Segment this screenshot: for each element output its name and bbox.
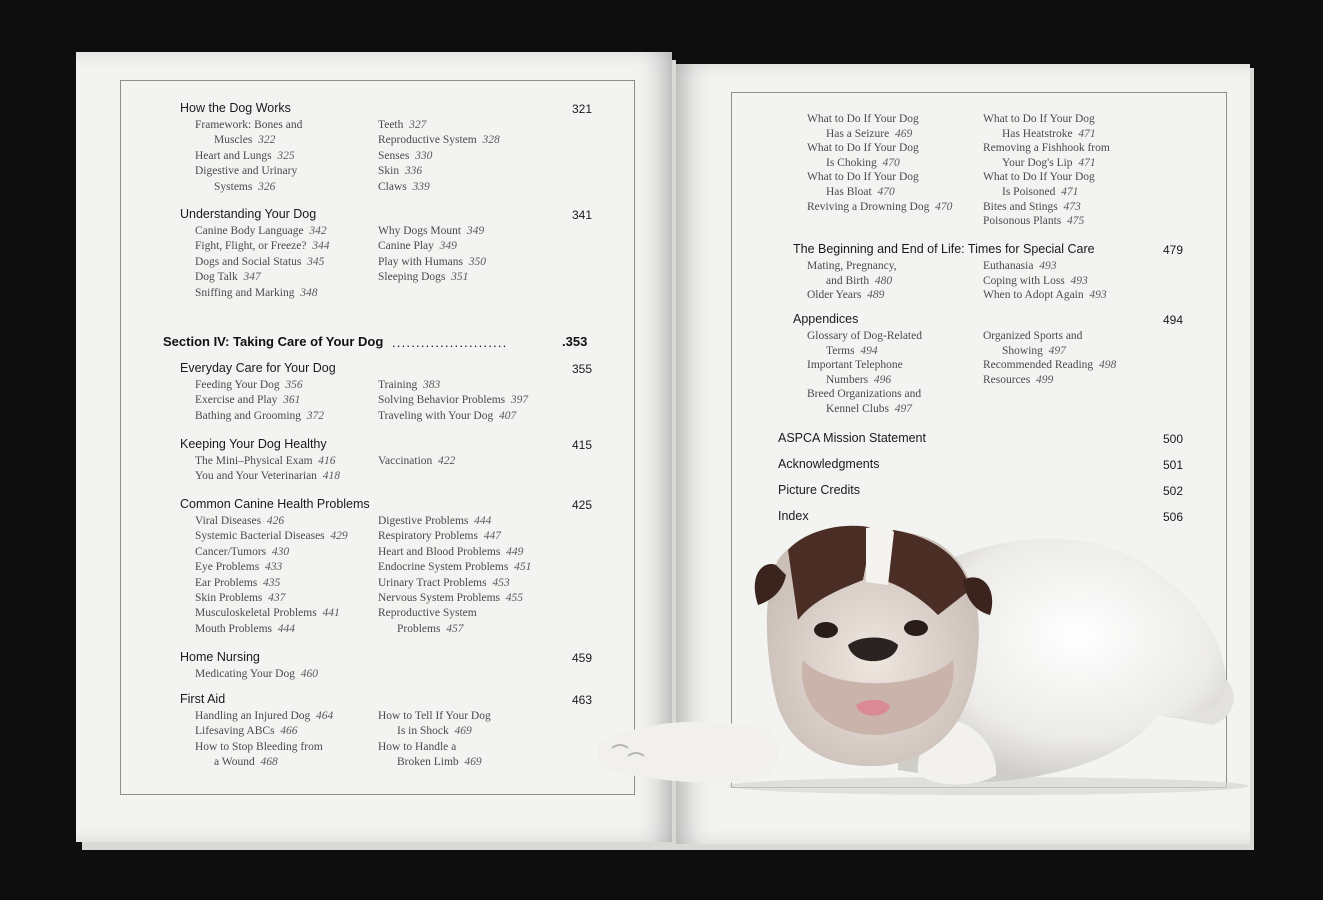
toc-sub-entry-text: Eye Problems bbox=[195, 561, 260, 574]
toc-sub-entry-text: Older Years bbox=[807, 289, 862, 302]
toc-sub-entry-text: Broken Limb bbox=[397, 756, 459, 769]
toc-sub-entry[interactable] bbox=[378, 561, 531, 573]
toc-sub-entry-page: 471 bbox=[1061, 186, 1079, 198]
toc-sub-entry[interactable] bbox=[378, 546, 523, 558]
toc-sub-entry[interactable] bbox=[826, 157, 900, 169]
toc-sub-entry[interactable] bbox=[195, 165, 297, 177]
toc-sub-entry-text: Cancer/Tumors bbox=[195, 545, 267, 558]
toc-sub-entry-page: 444 bbox=[277, 622, 295, 635]
toc-sub-entry[interactable] bbox=[397, 756, 482, 768]
toc-sub-entry-page: 451 bbox=[514, 561, 532, 574]
toc-sub-entry-text: Mating, Pregnancy, bbox=[807, 260, 897, 272]
toc-sub-entry-text: Bathing and Grooming bbox=[195, 409, 302, 422]
toc-sub-entry[interactable] bbox=[378, 181, 430, 193]
toc-sub-entry-page: 322 bbox=[258, 134, 276, 147]
toc-sub-entry-page: 473 bbox=[1063, 200, 1081, 213]
toc-sub-entry-text: Systemic Bacterial Diseases bbox=[195, 530, 325, 543]
toc-sub-entry[interactable] bbox=[378, 256, 486, 268]
toc-sub-entry[interactable] bbox=[195, 561, 282, 573]
toc-sub-entry[interactable] bbox=[983, 359, 1116, 371]
toc-sub-entry-page: 416 bbox=[318, 455, 336, 467]
toc-sub-entry-text: Viral Diseases bbox=[195, 515, 262, 527]
toc-heading[interactable]: First Aid bbox=[180, 692, 226, 706]
toc-sub-entry-text: Glossary of Dog-Related bbox=[807, 330, 922, 342]
toc-sub-entry-page: 327 bbox=[409, 119, 427, 131]
toc-sub-entry[interactable] bbox=[807, 260, 897, 272]
toc-sub-entry-page: 345 bbox=[307, 255, 325, 268]
toc-sub-entry-text: Problems bbox=[397, 622, 441, 635]
toc-sub-entry-text: What to Do If Your Dog bbox=[807, 142, 919, 155]
toc-sub-entry-text: When to Adopt Again bbox=[983, 289, 1084, 302]
toc-sub-entry[interactable] bbox=[378, 165, 422, 177]
toc-sub-entry[interactable] bbox=[214, 181, 275, 193]
toc-sub-entry[interactable] bbox=[195, 225, 327, 237]
toc-sub-entry-page: 466 bbox=[280, 725, 298, 738]
toc-sub-entry-text: Digestive and Urinary bbox=[195, 165, 298, 178]
toc-sub-entry-page: 469 bbox=[454, 725, 472, 738]
toc-sub-entry-text: Medicating Your Dog bbox=[195, 668, 295, 680]
toc-sub-entry[interactable] bbox=[195, 119, 302, 131]
toc-sub-entry-text: Heart and Blood Problems bbox=[378, 545, 501, 558]
toc-sub-entry-text: Mouth Problems bbox=[195, 622, 272, 635]
toc-sub-entry-text: Endocrine System Problems bbox=[378, 561, 509, 574]
toc-sub-entry[interactable] bbox=[983, 330, 1082, 342]
toc-sub-entry[interactable] bbox=[807, 359, 903, 371]
toc-heading-page: 459 bbox=[571, 651, 592, 665]
toc-sub-entry-page: 469 bbox=[464, 756, 482, 769]
toc-heading-page: 463 bbox=[571, 693, 592, 707]
toc-sub-entry[interactable] bbox=[807, 330, 922, 342]
toc-sub-entry[interactable] bbox=[378, 741, 456, 753]
toc-heading-page: 355 bbox=[571, 362, 592, 376]
toc-sub-entry[interactable] bbox=[983, 289, 1107, 301]
toc-sub-entry-text: Why Dogs Mount bbox=[378, 225, 462, 237]
toc-sub-entry-page: 496 bbox=[873, 373, 892, 386]
toc-sub-entry-page: 397 bbox=[510, 394, 529, 407]
toc-sub-entry[interactable] bbox=[214, 134, 275, 146]
toc-sub-entry[interactable] bbox=[983, 260, 1056, 272]
toc-sub-entry-text: Respiratory Problems bbox=[378, 530, 478, 543]
toc-sub-entry[interactable] bbox=[378, 134, 500, 146]
toc-sub-entry[interactable] bbox=[1002, 157, 1096, 169]
toc-sub-entry-text: How to Tell If Your Dog bbox=[378, 710, 491, 722]
toc-sub-entry-page: 471 bbox=[1078, 127, 1096, 140]
toc-sub-entry-page: 497 bbox=[894, 403, 912, 415]
toc-backmatter-title[interactable]: Picture Credits bbox=[778, 483, 860, 497]
toc-sub-entry-page: 336 bbox=[404, 165, 423, 178]
toc-sub-entry-text: a Wound bbox=[214, 756, 255, 769]
toc-heading-page: 321 bbox=[571, 102, 592, 116]
toc-sub-entry-text: The Mini–Physical Exam bbox=[195, 455, 313, 467]
toc-sub-entry-text: Organized Sports and bbox=[983, 330, 1083, 342]
toc-sub-entry[interactable] bbox=[195, 725, 298, 737]
toc-sub-entry-text: How to Handle a bbox=[378, 740, 457, 753]
toc-sub-entry-text: Claws bbox=[378, 180, 407, 193]
toc-sub-entry-text: Recommended Reading bbox=[983, 359, 1094, 372]
toc-sub-entry-text: Vaccination bbox=[378, 455, 433, 467]
toc-sub-entry[interactable] bbox=[378, 225, 484, 237]
toc-sub-entry[interactable] bbox=[195, 240, 329, 252]
toc-sub-entry[interactable] bbox=[195, 710, 333, 722]
toc-sub-entry[interactable] bbox=[807, 388, 921, 400]
toc-sub-entry-page: 469 bbox=[894, 127, 913, 140]
toc-sub-entry[interactable] bbox=[983, 275, 1088, 287]
toc-sub-entry-text: What to Do If Your Dog bbox=[983, 113, 1095, 125]
toc-sub-entry-text: Handling an Injured Dog bbox=[195, 710, 311, 722]
toc-backmatter-title[interactable]: Index bbox=[778, 509, 809, 523]
toc-sub-entry[interactable] bbox=[1002, 186, 1078, 198]
toc-sub-entry-text: Is Poisoned bbox=[1002, 186, 1056, 198]
toc-sub-entry-page: 457 bbox=[446, 622, 464, 635]
toc-sub-entry-page: 344 bbox=[312, 240, 330, 253]
toc-sub-entry[interactable] bbox=[807, 289, 884, 301]
toc-sub-entry-text: Ear Problems bbox=[195, 576, 258, 589]
toc-sub-entry[interactable] bbox=[1002, 345, 1066, 357]
toc-sub-entry-text: Reproductive System bbox=[378, 134, 477, 147]
toc-backmatter-page: 501 bbox=[1162, 458, 1183, 472]
toc-sub-entry-text: Reviving a Drowning Dog bbox=[807, 200, 930, 213]
toc-sub-entry-text: Dogs and Social Status bbox=[195, 255, 302, 268]
toc-heading-page: 479 bbox=[1162, 243, 1183, 257]
toc-sub-entry-page: 326 bbox=[258, 180, 276, 193]
toc-heading[interactable]: Understanding Your Dog bbox=[180, 207, 317, 221]
toc-sub-entry-text: Terms bbox=[826, 344, 855, 357]
toc-sub-entry-page: 328 bbox=[482, 134, 500, 147]
toc-sub-entry-text: Senses bbox=[378, 149, 410, 162]
toc-sub-entry-page: 470 bbox=[935, 200, 953, 213]
toc-sub-entry-text: Coping with Loss bbox=[983, 274, 1065, 287]
toc-heading-page: 341 bbox=[571, 208, 592, 222]
toc-sub-entry-text: Lifesaving ABCs bbox=[195, 725, 275, 738]
toc-heading-page: 494 bbox=[1162, 313, 1183, 327]
toc-sub-entry-page: 455 bbox=[505, 592, 524, 604]
toc-heading[interactable]: How the Dog Works bbox=[180, 101, 291, 115]
toc-sub-entry-text: What to Do If Your Dog bbox=[807, 171, 919, 184]
toc-sub-entry-text: Exercise and Play bbox=[195, 394, 278, 407]
toc-sub-entry-text: Skin Problems bbox=[195, 592, 263, 604]
toc-sub-entry[interactable] bbox=[378, 455, 455, 467]
toc-sub-entry-text: Urinary Tract Problems bbox=[378, 576, 487, 589]
toc-sub-entry-page: 460 bbox=[300, 668, 318, 680]
toc-sub-entry-text: Dog Talk bbox=[195, 271, 238, 284]
toc-sub-entry[interactable] bbox=[195, 623, 295, 635]
toc-sub-entry[interactable] bbox=[214, 756, 278, 768]
toc-sub-entry-text: Poisonous Plants bbox=[983, 215, 1062, 228]
toc-sub-entry[interactable] bbox=[195, 577, 280, 589]
section-leader: ........................ bbox=[392, 335, 508, 350]
toc-sub-entry-page: 441 bbox=[322, 607, 340, 620]
toc-sub-entry-page: 498 bbox=[1098, 359, 1117, 372]
toc-sub-entry[interactable] bbox=[378, 530, 501, 542]
toc-sub-entry-page: 348 bbox=[300, 286, 318, 299]
toc-sub-entry-text: Muscles bbox=[214, 134, 253, 147]
toc-sub-entry-text: Canine Body Language bbox=[195, 225, 304, 237]
toc-heading[interactable]: The Beginning and End of Life: Times for Special Care bbox=[793, 242, 1095, 256]
toc-sub-entry-text: Skin bbox=[378, 165, 400, 178]
toc-sub-entry[interactable] bbox=[378, 410, 516, 422]
toc-sub-entry-page: 347 bbox=[243, 271, 261, 284]
toc-sub-entry[interactable] bbox=[378, 271, 468, 283]
toc-sub-entry-page: 361 bbox=[283, 394, 301, 407]
toc-sub-entry[interactable] bbox=[397, 725, 472, 737]
toc-sub-entry-page: 422 bbox=[438, 455, 456, 467]
toc-sub-entry-text: Solving Behavior Problems bbox=[378, 394, 506, 407]
toc-sub-entry-text: Systems bbox=[214, 180, 253, 193]
toc-sub-entry[interactable] bbox=[378, 592, 523, 604]
toc-sub-entry-page: 494 bbox=[860, 344, 878, 357]
toc-sub-entry[interactable] bbox=[378, 379, 440, 391]
toc-heading-page: 425 bbox=[571, 498, 592, 512]
toc-sub-entry-page: 372 bbox=[306, 409, 325, 422]
toc-sub-entry[interactable] bbox=[195, 741, 323, 753]
toc-sub-entry[interactable] bbox=[826, 403, 912, 415]
toc-backmatter-page: 506 bbox=[1162, 510, 1183, 524]
toc-sub-entry-page: 499 bbox=[1036, 373, 1054, 386]
toc-sub-entry-page: 342 bbox=[309, 225, 327, 237]
toc-sub-entry[interactable] bbox=[195, 379, 303, 391]
toc-sub-entry-text: Has a Seizure bbox=[826, 127, 890, 140]
toc-sub-entry-page: 383 bbox=[422, 379, 441, 391]
toc-sub-entry[interactable] bbox=[195, 271, 261, 283]
toc-sub-entry-page: 350 bbox=[468, 255, 486, 268]
toc-sub-entry-page: 468 bbox=[260, 756, 278, 769]
toc-sub-entry-page: 349 bbox=[466, 225, 485, 237]
toc-sub-entry[interactable] bbox=[807, 113, 919, 125]
toc-sub-entry-page: 475 bbox=[1067, 215, 1085, 228]
toc-sub-entry-text: Sleeping Dogs bbox=[378, 271, 446, 284]
toc-backmatter-title[interactable]: Acknowledgments bbox=[778, 457, 880, 471]
toc-sub-entry[interactable] bbox=[195, 607, 340, 619]
toc-sub-entry-page: 435 bbox=[263, 576, 281, 589]
toc-sub-entry-page: 493 bbox=[1089, 289, 1107, 302]
toc-sub-entry-text: Digestive Problems bbox=[378, 515, 469, 527]
toc-sub-entry-text: Reproductive System bbox=[378, 607, 477, 620]
toc-sub-entry[interactable] bbox=[826, 345, 878, 357]
toc-sub-entry-page: 429 bbox=[330, 530, 348, 543]
toc-sub-entry-text: Teeth bbox=[378, 119, 404, 131]
toc-sub-entry-text: What to Do If Your Dog bbox=[807, 113, 919, 125]
toc-sub-entry[interactable] bbox=[195, 546, 289, 558]
toc-sub-entry-text: Is in Shock bbox=[397, 725, 449, 738]
toc-sub-entry-page: 489 bbox=[867, 289, 885, 302]
toc-heading[interactable]: Everyday Care for Your Dog bbox=[180, 361, 336, 375]
toc-heading[interactable]: Home Nursing bbox=[180, 650, 260, 664]
toc-heading-page: 415 bbox=[571, 438, 592, 452]
toc-sub-entry[interactable] bbox=[195, 150, 295, 162]
toc-sub-entry-text: Is Choking bbox=[826, 156, 877, 169]
toc-sub-entry[interactable] bbox=[983, 201, 1081, 213]
toc-sub-entry[interactable] bbox=[807, 171, 919, 183]
toc-sub-entry-page: 470 bbox=[882, 156, 900, 169]
toc-backmatter-page: 500 bbox=[1162, 432, 1183, 446]
toc-sub-entry[interactable] bbox=[983, 374, 1053, 386]
toc-sub-entry-text: Has Bloat bbox=[826, 186, 872, 198]
toc-sub-entry-page: 356 bbox=[285, 379, 303, 391]
toc-sub-entry-page: 351 bbox=[451, 271, 469, 284]
toc-sub-entry[interactable] bbox=[1002, 128, 1096, 140]
toc-sub-entry[interactable] bbox=[195, 668, 318, 680]
toc-sub-entry-page: 339 bbox=[412, 180, 430, 193]
toc-sub-entry[interactable] bbox=[195, 592, 285, 604]
toc-sub-entry[interactable] bbox=[378, 119, 426, 131]
toc-sub-entry[interactable] bbox=[195, 455, 336, 467]
toc-sub-entry-page: 330 bbox=[415, 149, 433, 162]
toc-sub-entry-text: Nervous System Problems bbox=[378, 592, 501, 604]
toc-sub-entry-text: You and Your Veterinarian bbox=[195, 470, 317, 483]
bulldog-photo bbox=[598, 520, 1248, 795]
toc-sub-entry-text: Has Heatstroke bbox=[1002, 127, 1073, 140]
section-title: Section IV: Taking Care of Your Dog bbox=[163, 334, 384, 349]
toc-sub-entry-text: Euthanasia bbox=[983, 260, 1034, 272]
toc-sub-entry-page: 493 bbox=[1070, 274, 1088, 287]
toc-sub-entry-text: Kennel Clubs bbox=[826, 403, 889, 415]
toc-sub-entry-page: 453 bbox=[492, 576, 510, 589]
toc-sub-entry-page: 444 bbox=[474, 515, 492, 527]
toc-sub-entry-text: How to Stop Bleeding from bbox=[195, 740, 323, 753]
toc-sub-entry[interactable] bbox=[195, 515, 284, 527]
toc-sub-entry-text: Framework: Bones and bbox=[195, 119, 303, 131]
toc-sub-entry-text: Sniffing and Marking bbox=[195, 286, 295, 299]
toc-sub-entry[interactable] bbox=[195, 470, 340, 482]
toc-sub-entry-text: Training bbox=[378, 379, 418, 391]
toc-sub-entry-page: 418 bbox=[322, 470, 340, 483]
toc-sub-entry-text: Numbers bbox=[826, 373, 869, 386]
toc-sub-entry-page: 480 bbox=[874, 274, 893, 287]
toc-sub-entry-text: Your Dog's Lip bbox=[1002, 156, 1073, 169]
toc-sub-entry-page: 325 bbox=[277, 149, 295, 162]
toc-sub-entry-page: 437 bbox=[268, 592, 286, 604]
toc-sub-entry[interactable] bbox=[378, 240, 457, 252]
toc-sub-entry[interactable] bbox=[378, 394, 528, 406]
toc-sub-entry[interactable] bbox=[195, 410, 324, 422]
toc-sub-entry-page: 407 bbox=[498, 409, 517, 422]
toc-sub-entry-text: Removing a Fishhook from bbox=[983, 142, 1110, 155]
toc-sub-entry-page: 430 bbox=[271, 545, 290, 558]
toc-sub-entry-page: 470 bbox=[877, 186, 895, 198]
toc-heading[interactable]: Appendices bbox=[793, 312, 859, 326]
toc-sub-entry-text: Heart and Lungs bbox=[195, 149, 272, 162]
toc-sub-entry-text: Resources bbox=[983, 373, 1031, 386]
toc-sub-entry[interactable] bbox=[983, 113, 1095, 125]
toc-sub-entry-page: 433 bbox=[264, 561, 283, 574]
toc-sub-entry[interactable] bbox=[378, 150, 432, 162]
toc-sub-entry[interactable] bbox=[195, 394, 300, 406]
toc-sub-entry-page: 449 bbox=[506, 545, 524, 558]
toc-sub-entry[interactable] bbox=[195, 530, 348, 542]
toc-heading[interactable]: Keeping Your Dog Healthy bbox=[180, 437, 327, 451]
toc-sub-entry-page: 464 bbox=[316, 710, 334, 722]
toc-sub-entry[interactable] bbox=[378, 607, 477, 619]
toc-sub-entry-text: Play with Humans bbox=[378, 255, 463, 268]
toc-heading[interactable]: Common Canine Health Problems bbox=[180, 497, 370, 511]
toc-sub-entry[interactable] bbox=[378, 515, 491, 527]
toc-sub-entry[interactable] bbox=[378, 710, 491, 722]
toc-backmatter-page: 502 bbox=[1162, 484, 1183, 498]
toc-sub-entry-page: 426 bbox=[266, 515, 285, 527]
toc-sub-entry[interactable] bbox=[807, 142, 919, 154]
toc-sub-entry-text: Musculoskeletal Problems bbox=[195, 607, 317, 620]
toc-sub-entry-page: 349 bbox=[439, 240, 457, 253]
toc-sub-entry-page: 447 bbox=[483, 530, 501, 543]
toc-sub-entry-text: What to Do If Your Dog bbox=[983, 171, 1095, 184]
toc-sub-entry[interactable] bbox=[826, 186, 895, 198]
toc-sub-entry-text: Bites and Stings bbox=[983, 200, 1058, 213]
toc-sub-entry-text: Traveling with Your Dog bbox=[378, 409, 494, 422]
toc-sub-entry-text: Breed Organizations and bbox=[807, 388, 922, 401]
toc-sub-entry-page: 471 bbox=[1078, 156, 1096, 169]
section-page-number: .353 bbox=[562, 334, 588, 349]
toc-sub-entry-text: Important Telephone bbox=[807, 359, 903, 372]
toc-sub-entry-text: Fight, Flight, or Freeze? bbox=[195, 240, 307, 253]
toc-backmatter-title[interactable]: ASPCA Mission Statement bbox=[778, 431, 926, 445]
toc-sub-entry[interactable] bbox=[195, 256, 324, 268]
toc-sub-entry-page: 497 bbox=[1048, 344, 1066, 357]
toc-sub-entry[interactable] bbox=[983, 142, 1110, 154]
toc-sub-entry-text: Showing bbox=[1002, 344, 1043, 357]
toc-sub-entry-text: and Birth bbox=[826, 274, 870, 287]
toc-sub-entry-text: Canine Play bbox=[378, 240, 434, 253]
toc-sub-entry-page: 493 bbox=[1039, 260, 1057, 272]
toc-sub-entry[interactable] bbox=[826, 275, 892, 287]
toc-sub-entry[interactable] bbox=[826, 128, 912, 140]
toc-sub-entry[interactable] bbox=[983, 215, 1084, 227]
toc-sub-entry[interactable] bbox=[397, 623, 463, 635]
toc-sub-entry[interactable] bbox=[195, 287, 317, 299]
toc-sub-entry[interactable] bbox=[807, 201, 952, 213]
toc-sub-entry[interactable] bbox=[378, 577, 510, 589]
toc-sub-entry[interactable] bbox=[983, 171, 1095, 183]
toc-sub-entry-text: Feeding Your Dog bbox=[195, 379, 280, 391]
toc-sub-entry[interactable] bbox=[826, 374, 891, 386]
